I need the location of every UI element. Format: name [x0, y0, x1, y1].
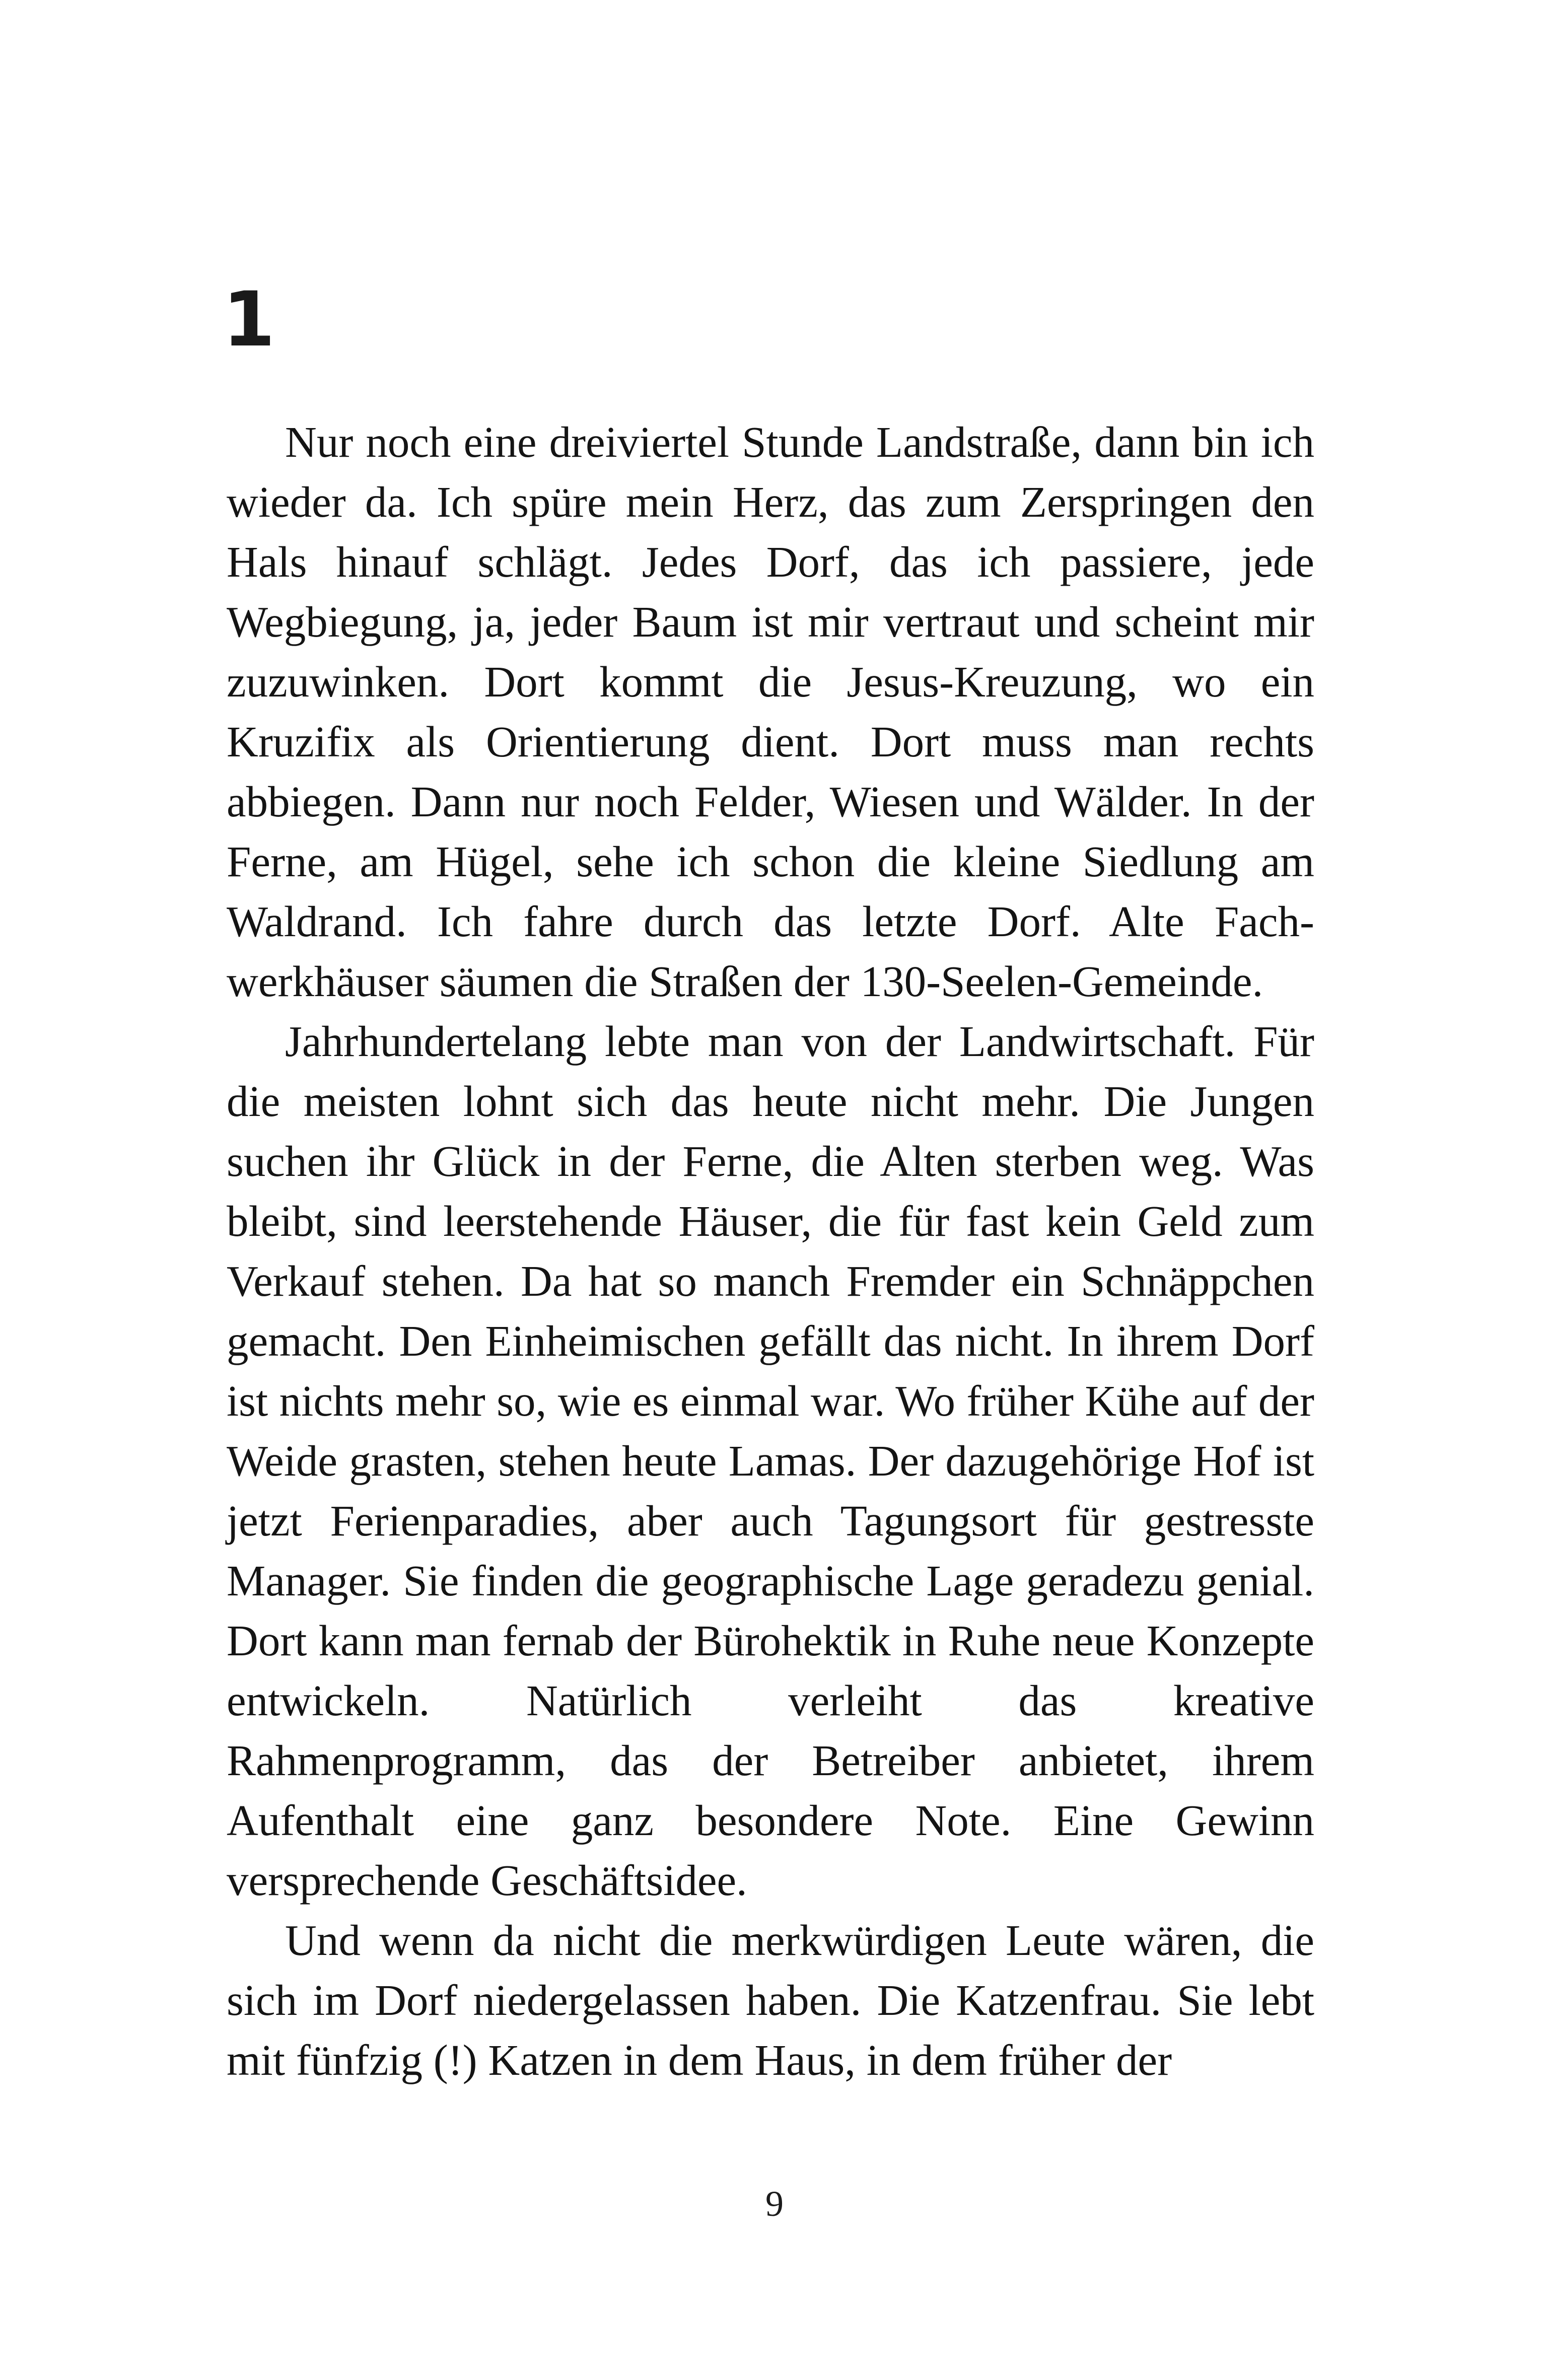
page-number: 9 — [765, 2184, 784, 2224]
paragraph-2: Jahrhundertelang lebte man von der Landwirtschaft. Für die meisten lohnt sich das heute nicht mehr. Die Jungen suchen ihr Glück in der Ferne, die Alten sterben weg. Was bleibt, sind leerstehende Häuser, die für fast kein Geld zum Verkauf stehen. Da hat so manch Fremder ein Schnäppchen gemacht. Den Einheimischen gefällt das nicht. In ihrem Dorf ist nichts mehr so, wie es einmal war. Wo früher Kühe auf der Weide grasten, stehen heute Lamas. Der dazugehörige Hof ist jetzt Ferienparadies, aber auch Tagungsort für gestresste Manager. Sie finden die geographische Lage geradezu genial. Dort kann man fernab der Bürohektik in Ruhe neue Konzepte entwickeln. Natürlich verleiht das kreative Rahmenprogramm, das der Betreiber anbietet, ihrem Aufenthalt eine ganz besondere Note. Eine Gewinn versprechende Geschäftsidee. — [227, 1017, 1314, 1905]
paragraph-1: Nur noch eine dreiviertel Stunde Landstraße, dann bin ich wieder da. Ich spüre mein Herz, das zum Zerspringen den Hals hinauf schlägt. Jedes Dorf, das ich passiere, jede Wegbiegung, ja, jeder Baum ist mir vertraut und scheint mir zuzuwinken. Dort kommt die Jesus-Kreuzung, wo ein Kruzifix als Orientierung dient. Dort muss man rechts abbiegen. Dann nur noch Felder, Wiesen und Wälder. In der Ferne, am Hügel, sehe ich schon die kleine Siedlung am Waldrand. Ich fahre durch das letzte Dorf. Alte Fachwerkhäuser säumen die Straßen der 130-Seelen-Gemeinde. — [227, 417, 1314, 1006]
chapter-number: 1 — [223, 276, 275, 364]
paragraph-3: Und wenn da nicht die merkwürdigen Leute wären, die sich im Dorf niedergelassen haben. Die Katzenfrau. Sie lebt mit fünfzig (!) Katzen in dem Haus, in dem früher der — [227, 1916, 1314, 2084]
body-text — [227, 412, 1314, 2090]
